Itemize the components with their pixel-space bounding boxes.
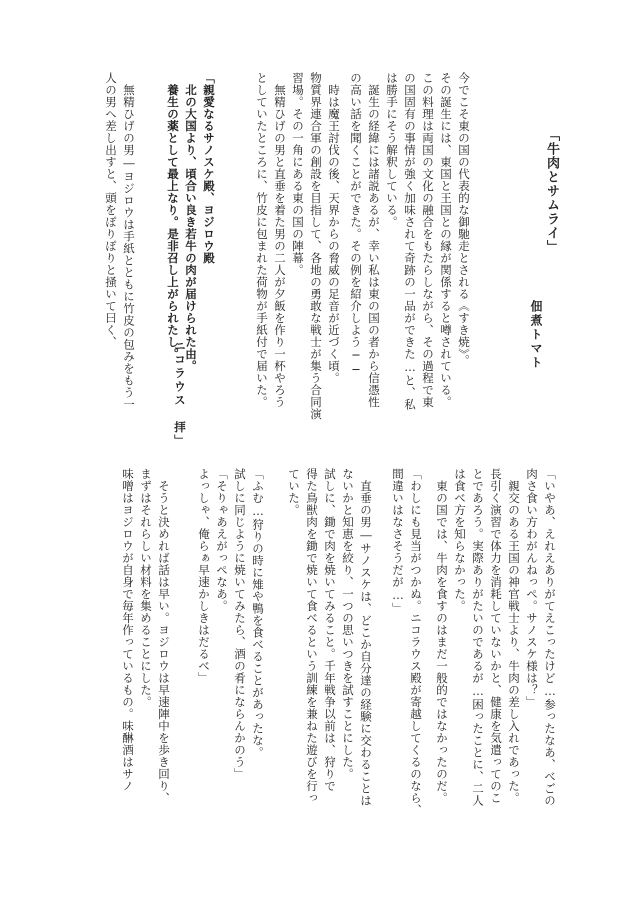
- author-name: 佃煮トマト: [529, 300, 543, 370]
- dialogue-yojirou: 「いやあ、えれえありがてえこったけど…参ったなあ、べごの 肉さ食い方わがんねっぺ。サノスケ様は？」 親交のある王国の神官戦士より、牛肉の差し入れであった。 長引く演習で体力を消耗していないかと、健康を気遣ってのこ とであろう。実際ありがたいのであるが…困ったことに、二人 は食べ方を知らなかった。 東の国では、牛肉を食すのはまだ一般的ではなかったのだ。: [435, 468, 557, 807]
- story-title: 「牛肉とサムライ」: [544, 128, 559, 254]
- dialogue-hunting: 「ふむ…狩りの時に雉や鴨を食べることがあったな。 試しに同じように焼いてみたら、酒の肴にならんかのう」 「そりゃあえがっぺなあ。 よっしゃ、俺らぁ早速かしきはだるべ」: [197, 468, 265, 780]
- after-letter-paragraph: 無精ひげの男―ヨジロウは手紙とともに竹皮の包みをもう一 人の男へ差し出すと、頭をぽりぽりと掻いて曰く、: [104, 72, 136, 411]
- sanosuke-idea-paragraph: 直垂の男―サノスケは、どこか自分達の経験に交わることは ないかと知恵を絞り、一つの思いつきを試すことにした。 試しに、鋤で肉を焼いてみること。千年戦争以前は、狩りで 得た鳥獣肉を鋤で焼いて食べるという訓練を兼ねた遊びを行っ ていた。: [287, 468, 373, 807]
- letter-text: 「親愛なるサノスケ殿、ヨジロウ殿 北の大国より、頃合い良き若牛の肉が届けられた由。 養生の薬として最上なり。是非召し上がられたし。: [166, 72, 216, 372]
- story-paragraph: 時は魔王討伐の後、天界からの脅威の足音が近づく頃。 物質界連合軍の創設を目指して、各地の勇敢な戦士が集う合同演 習場。その一角にある東の国の陣幕。 無精ひげの男と直垂を着た男の二人が夕飯を作り一杯やろう としていたところに、竹皮に包まれた荷物が手紙付で届いた。: [255, 72, 341, 420]
- intro-paragraph: 今でこそ東の国の代表的な御馳走とされる《すき焼》。 その誕生には、東国と王国との縁が関係すると噂されている。 この料理は両国の文化の融合をもたらしながら、その過程で東 の国固有の事情が強く加味されて奇跡の一品ができた…と、私 は勝手にそう解釈している。 誕生の経緯には諸説あるが、幸い私は東の国の者から信憑性 の高い話を聞くことができた。その例を紹介しよう──: [349, 72, 471, 411]
- dialogue-sanosuke: 「わしにも見当がつかぬ。ニコラウス殿が寄越してくるのなら、 間違いはなさそうだが…」: [391, 468, 423, 816]
- ingredients-paragraph: そうと決めれば話は早い。ヨジロウは早速陣中を歩き回り、 まずはそれらしい材料を集めることにした。 味噌はヨジロウが自身で毎年作っているもの。味醂酒はサノ: [121, 468, 171, 804]
- letter-signature: ニコラウス 拝」: [173, 340, 187, 448]
